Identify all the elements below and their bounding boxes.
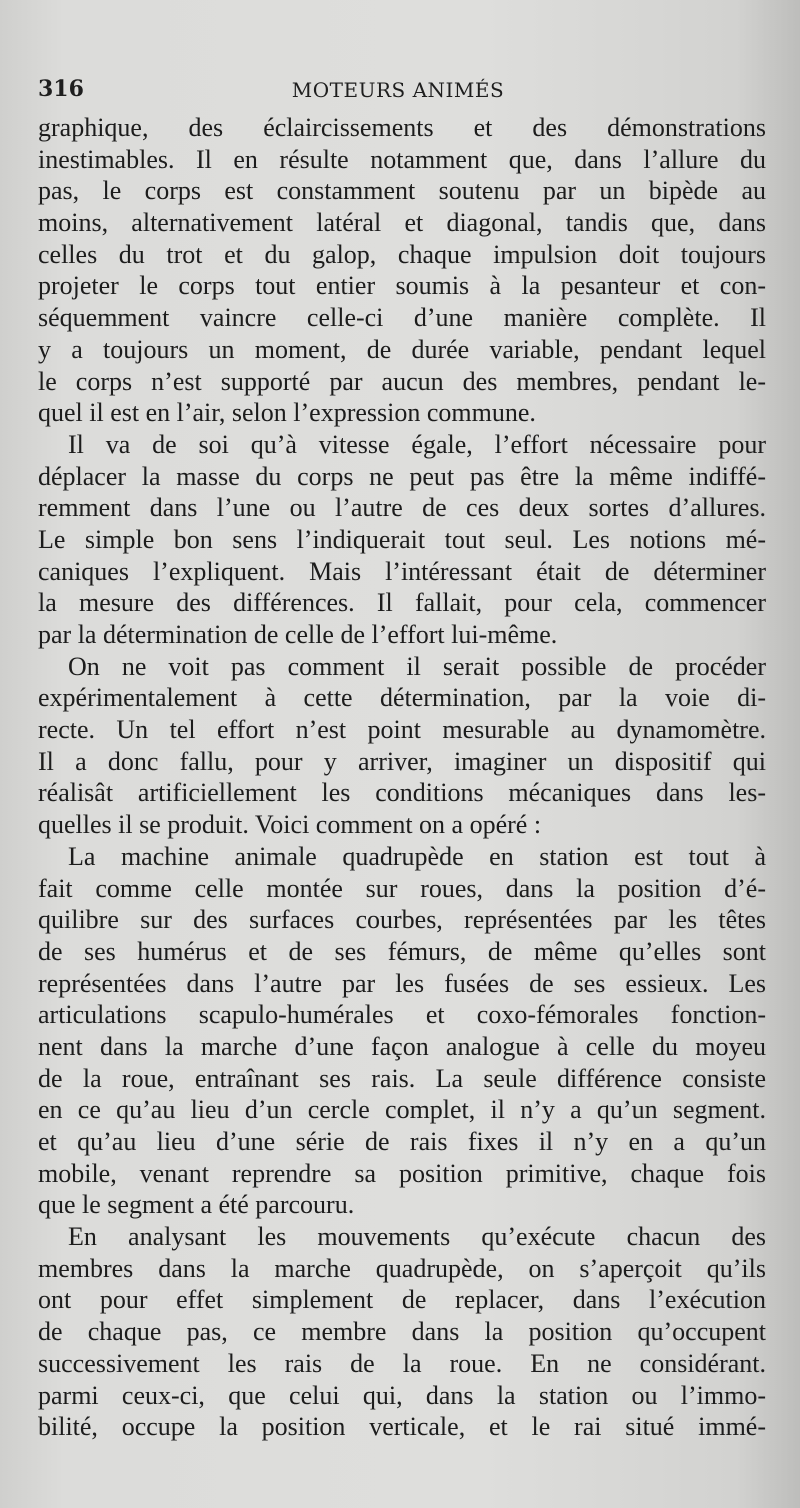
text-line: séquemment vaincre celle-ci d’une manière complète. Il: [38, 303, 766, 333]
text-line: le corps n’est supporté par aucun des membres, pendant le-: [38, 366, 766, 396]
page-header: [38, 76, 758, 108]
text-line: remment dans l’une ou l’autre de ces deux sortes d’allures.: [38, 493, 766, 523]
text-line: graphique, des éclaircissements et des démonstrations: [38, 113, 766, 142]
text-line: successivement les rais de la roue. En ne considérant.: [38, 1348, 766, 1378]
text-line: ont pour effet simplement de replacer, dans l’exécution: [38, 1285, 766, 1315]
text-line: articulations scapulo-humérales et coxo-fémorales fonction-: [38, 1000, 766, 1030]
paragraph: [38, 841, 766, 1221]
text-line: Il a donc fallu, pour y arriver, imaginer un dispositif qui: [38, 746, 766, 776]
text-line: recte. Un tel effort n’est point mesurable au dynamomètre.: [38, 715, 766, 745]
text-line: Le simple bon sens l’indiquerait tout seul. Les notions mé-: [38, 524, 766, 554]
text-line: de la roue, entraînant ses rais. La seule différence consiste: [38, 1063, 766, 1093]
text-line: réalisât artificiellement les conditions mécaniques dans les-: [38, 778, 766, 808]
text-line: quilibre sur des surfaces courbes, représentées par les têtes: [38, 905, 766, 935]
text-line: Il va de soi qu’à vitesse égale, l’effort nécessaire pour: [68, 429, 766, 459]
text-line: En analysant les mouvements qu’exécute chacun des: [68, 1222, 766, 1252]
page-number: 316: [38, 76, 84, 102]
text-line: inestimables. Il en résulte notamment que, dans l’allure du: [38, 144, 766, 174]
text-line: expérimentalement à cette détermination, par la voie di-: [38, 683, 766, 713]
text-line: membres dans la marche quadrupède, on s’aperçoit qu’ils: [38, 1253, 766, 1283]
text-line: celles du trot et du galop, chaque impulsion doit toujours: [38, 239, 766, 269]
text-line: projeter le corps tout entier soumis à la pesanteur et con-: [38, 271, 766, 301]
running-title: MOTEURS ANIMÉS: [291, 78, 505, 102]
text-line: quel il est en l’air, selon l’expression commune.: [38, 398, 536, 428]
text-line: La machine animale quadrupède en station est tout à: [68, 841, 766, 871]
text-line: pas, le corps est constamment soutenu par un bipède au: [38, 176, 766, 206]
text-line: de chaque pas, ce membre dans la position qu’occupent: [38, 1317, 766, 1347]
text-line: la mesure des différences. Il fallait, pour cela, commencer: [38, 588, 766, 618]
text-line: nent dans la marche d’une façon analogue à celle du moyeu: [38, 1031, 766, 1061]
text-line: et qu’au lieu d’une série de rais fixes il n’y en a qu’un: [38, 1127, 766, 1156]
text-line: de ses humérus et de ses fémurs, de même qu’elles sont: [38, 936, 766, 966]
text-line: mobile, venant reprendre sa position primitive, chaque fois: [38, 1158, 766, 1188]
text-line: en ce qu’au lieu d’un cercle complet, il n’y a qu’un segment.: [38, 1095, 766, 1125]
text-line: parmi ceux-ci, que celui qui, dans la station ou l’immo-: [38, 1380, 766, 1410]
text-line: y a toujours un moment, de durée variable, pendant lequel: [38, 334, 766, 364]
text-line: déplacer la masse du corps ne peut pas être la même indiffé-: [38, 461, 766, 491]
paragraph: [38, 651, 766, 841]
text-line: bilité, occupe la position verticale, et le rai situé immé-: [38, 1412, 766, 1442]
paragraph: [38, 112, 766, 429]
text-line: caniques l’expliquent. Mais l’intéressant était de déterminer: [38, 556, 766, 586]
text-line: par la détermination de celle de l’effort lui-même.: [38, 620, 558, 649]
text-line: moins, alternativement latéral et diagonal, tandis que, dans: [38, 208, 766, 238]
text-line: que le segment a été parcouru.: [38, 1190, 355, 1220]
paragraph: [38, 429, 766, 651]
paragraph: [38, 1221, 766, 1443]
body-text: [38, 112, 766, 1443]
text-line: quelles il se produit. Voici comment on a opéré :: [38, 810, 542, 840]
text-line: représentées dans l’autre par les fusées de ses essieux. Les: [38, 968, 766, 998]
text-line: On ne voit pas comment il serait possible de procéder: [68, 651, 766, 681]
text-line: fait comme celle montée sur roues, dans la position d’é-: [38, 873, 766, 903]
